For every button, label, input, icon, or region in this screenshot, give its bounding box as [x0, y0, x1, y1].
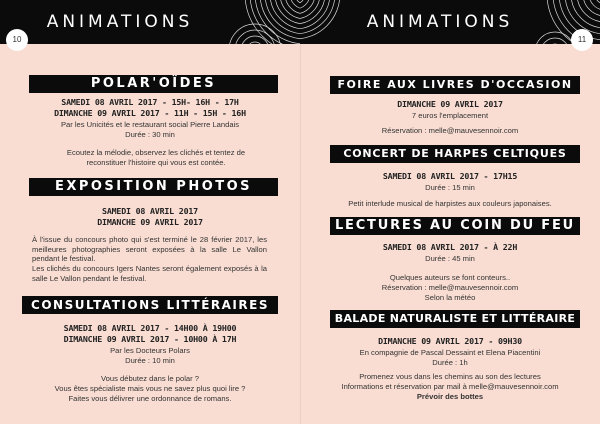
- event-detail: 7 euros l'emplacement: [411, 111, 489, 120]
- event-note: Prévoir des bottes: [416, 392, 484, 401]
- section-title: FOIRE AUX LIVRES D'OCCASION: [330, 76, 580, 94]
- event-description: Faites vous délivrer une ordonnance de romans.: [68, 394, 232, 403]
- event-date: SAMEDI 08 AVRIL 2017 - 15H- 16H - 17H: [61, 97, 239, 107]
- event-description: Vous êtes spécialiste mais vous ne savez plus quoi lire ?: [54, 384, 246, 393]
- event-description: Informations et réservation par mail à melle@mauvesennoir.com: [341, 382, 559, 391]
- contact-info: Réservation : melle@mauvesennoir.com: [381, 126, 519, 135]
- event-date: SAMEDI 08 AVRIL 2017 - 17H15: [382, 171, 518, 181]
- event-description: Quelques auteurs se font conteurs..: [389, 273, 511, 282]
- section-title: LECTURES AU COIN DU FEU: [330, 217, 580, 235]
- event-date: SAMEDI 08 AVRIL 2017: [102, 206, 198, 216]
- event-date: SAMEDI 08 AVRIL 2017 - À 22H: [382, 242, 518, 252]
- right-page: [300, 0, 600, 424]
- event-detail: Durée : 45 min: [425, 254, 475, 263]
- left-header-title: ANIMATIONS: [46, 12, 194, 32]
- event-date: DIMANCHE 09 AVRIL 2017 - 11H - 15H - 16H: [54, 108, 246, 118]
- event-detail: Par les Docteurs Polars: [110, 346, 190, 355]
- event-date: SAMEDI 08 AVRIL 2017 - 14H00 À 19H00: [63, 323, 237, 333]
- event-date: DIMANCHE 09 AVRIL 2017 - 09H30: [378, 336, 522, 346]
- section-title: CONCERT DE HARPES CELTIQUES: [330, 145, 580, 163]
- event-date: DIMANCHE 09 AVRIL 2017: [97, 217, 203, 227]
- event-detail: Durée : 15 min: [425, 183, 475, 192]
- left-header: [0, 0, 300, 44]
- decorative-fan-icon: [0, 0, 300, 44]
- event-detail: Par les Unicités et le restaurant social Pierre Landais: [60, 120, 240, 129]
- event-description: Promenez vous dans les chemins au son des lectures: [359, 372, 541, 381]
- section-title: POLAR'OÏDES: [29, 75, 278, 93]
- event-description: Vous débutez dans le polar ?: [101, 374, 199, 383]
- event-description: À l'issue du concours photo qui s'est terminé le 28 février 2017, les meilleures photographies seront exposées à la salle Le Vallon pendant le festival.: [32, 235, 267, 264]
- event-description: Ecoutez la mélodie, observez les clichés et tentez de reconstituer l'histoire qui vous est contée.: [66, 148, 246, 167]
- event-description: Petit interlude musical de harpistes aux couleurs japonaises.: [348, 199, 552, 208]
- right-header: [300, 0, 600, 44]
- section-title: BALADE NATURALISTE ET LITTÉRAIRE: [330, 310, 580, 328]
- page-number: 10: [6, 29, 28, 51]
- event-description: Selon la météo: [424, 293, 476, 302]
- event-detail: En compagnie de Pascal Dessaint et Elena Piacentini: [359, 348, 541, 357]
- section-title: CONSULTATIONS LITTÉRAIRES: [22, 296, 278, 314]
- right-header-title: ANIMATIONS: [366, 12, 514, 32]
- event-date: DIMANCHE 09 AVRIL 2017 - 10H00 À 17H: [63, 334, 237, 344]
- event-description: Les clichés du concours Igers Nantes seront également exposés à la salle Le Vallon pendant le festival.: [32, 264, 267, 283]
- section-title: EXPOSITION PHOTOS: [29, 178, 278, 196]
- event-date: DIMANCHE 09 AVRIL 2017: [397, 99, 503, 109]
- event-detail: Durée : 10 min: [125, 356, 175, 365]
- event-detail: Durée : 30 min: [125, 130, 175, 139]
- event-description: Réservation : melle@mauvesennoir.com: [381, 283, 519, 292]
- decorative-fan-icon: [300, 0, 600, 44]
- page-number: 11: [571, 29, 593, 51]
- event-detail: Durée : 1h: [432, 358, 468, 367]
